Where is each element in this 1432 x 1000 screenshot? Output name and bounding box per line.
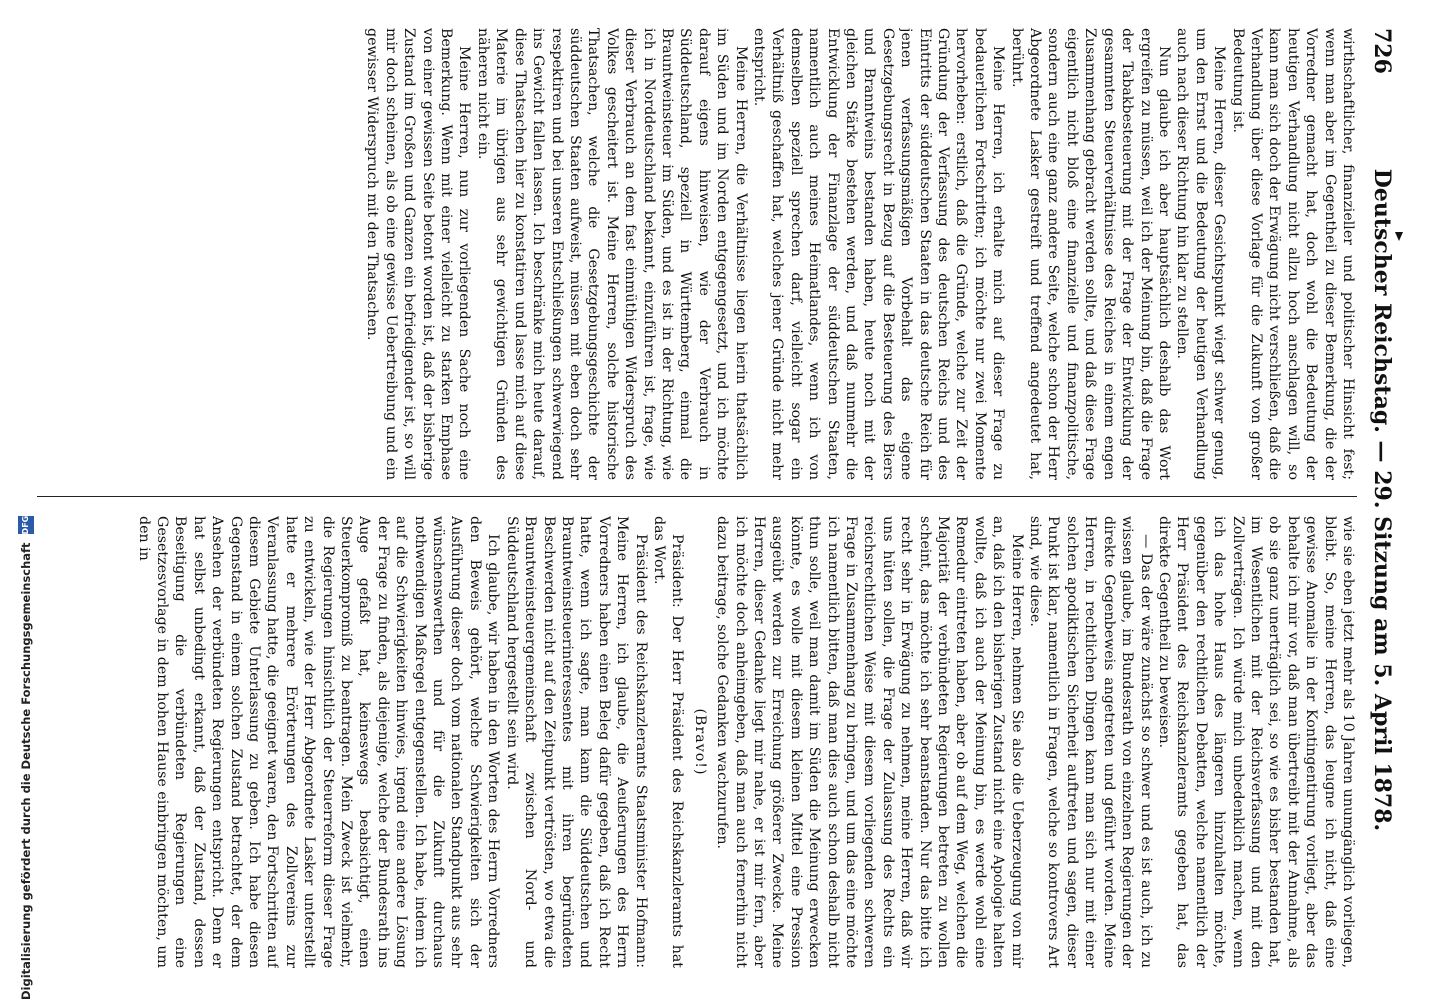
paragraph: Ich glaube, wir haben in den Worten des Herrn Vorredners den Beweis gehört, welche Schwierigkeiten sich der Ausführung dieser doch vom nationalen Standpunkt aus sehr wünschenswerthen und für die Zukunft durchaus nothwendigen Maßregel entgegenstellen. Ich habe, indem ich auf die Schwierigkeiten hinwies, irgend eine andere Lösung der Frage zu finden, als diejenige, welche der Bundesrath ins Auge gefaßt hat, keineswegs beabsichtigt, einen Steuerkompromiß zu beantragen. Mein Zweck ist vielmehr, die Regierungen hinsichtlich der Steuerreform dieser Frage zu entwickeln, wie der Herr Abgeordnete Lasker unterstellt hatte er mehrere Erörterungen des Zollvereins zur Veranlassung hatte, die geeignet waren, den Fortschritten auf diesem Gebiete Unterlassung zu geben. Ich habe diesen Gegenstand in einem solchen Zustand betrachtet, der dem Ansehen der verbündeten Regierungen entspricht. Denn er hat selbst unbedingt erkannt, daß der Zustand, dessen Beseitigung die verbündeten Regierungen eine Gesetzesvorlage in dem hohen Hause einbringen möchten, um den in: [135, 516, 502, 968]
applause-note: (Bravo!): [691, 708, 708, 776]
paragraph: Meine Herren, nehmen Sie also die Ueberzeugung von mir an, daß ich den bisherigen Zustand nicht eine Apologie halten wollte, daß ich auch der Meinung bin, es werde wohl eine Remedur eintreten haben, aber ob auf dem Weg, welchen die Majorität der verbündeten Regierungen betreten zu wollen scheint, das möchte ich sehr beanstanden. Nur das bitte ich recht sehr in Erwägung zu nehmen, meine Herren, daß wir uns hüten sollen, die Frage der Zulassung des Rechts ein reichsrechtlichen Weise mit diesem vorliegenden schweren Frage in Zusammenhang zu bringen, und um das eine möchte ich namentlich bitten, daß man dies auch schon deshalb nicht thun solle, weil man damit im Süden die Meinung erwecken könnte, es wolle mit diesem kleinen Mittel eine Pression ausgeübt werden zur Erreichung größerer Zwecke. Meine Herren, dieser Gedanke liegt mir nahe, er ist mir fern, aber ich möchte doch anheimgeben, daß man auch fernerhin nicht dazu beitrage, solche Gedanken wachzurufen.: [714, 516, 1025, 968]
digitization-credit: [14, 0, 38, 1000]
speaker-paragraph: Präsident: Der Herr Präsident des Reichskanzleramts hat das Wort.: [650, 516, 686, 968]
paragraph: Nun glaube ich aber hauptsächlich deshalb das Wort ergreifen zu müssen, weil ich der Meinung bin, daß die Frage der Tabakbesteuerung mit der Frage der Entwicklung der gesammten Steuerverhältnisse des Reiches in einem engen Zusammenhang gebracht werden sollte, und daß diese Frage eigentlich nicht bloß eine finanzielle und finanzpolitische, sondern auch eine ganz andere Seite, welche schon der Herr Abgeordnete Lasker gestreift und treffend angedeutet hat, berührt.: [1008, 28, 1172, 480]
column-divider: [37, 496, 1357, 497]
text-column-right: [32, 516, 1357, 968]
paragraph: wirthschaftlicher, finanzieller und politischer Hinsicht fest; wenn man aber im Gegentheil zu dieser Bemerkung, die der Vorredner gemacht hat, doch wohl die Bedeutung der heutigen Verhandlung nicht allzu hoch anschlagen will, so kann man sich doch der Erwägung nicht verschließen, daß die Verhandlung über diese Vorlage für die Zukunft von großer Bedeutung ist.: [1229, 28, 1356, 480]
page-number: 726: [1369, 28, 1395, 74]
page-header: [1365, 28, 1395, 972]
text-column-left: [32, 28, 1357, 480]
paragraph: Meine Herren, die Verhältnisse liegen hierin thatsächlich im Süden und im Norden entgegengesetzt, und ich möchte darauf eigens hinweisen, wie der Verbrauch in Süddeutschland, speziell in Württemberg, einmal die Brauntweinsteuer im Süden, und es ist in der Richtung, wie ich in Norddeutschland bekannt, einzuführen ist, frage, wie dieser Verbrauch an dem fast einmüthigen Widerspruch des Volkes gescheitert ist. Meine Herren, solche historische Thatsachen, welche die Gesetzgebungsgeschichte der süddeutschen Staaten aufweist, müssen mit eben doch sehr respektiren und bei unseren Entschließungen schwerwiegend ins Gewicht fallen lassen. Ich beschränke mich heute darauf, diese Thatsachen hier zu konstatiren und lasse mich auf diese Materie im übrigen aus sehr gewichtigen Gründen des näheren nicht ein.: [474, 28, 749, 480]
document-page: [25, 0, 1405, 1000]
paragraph: Meine Herren, nun zur vorliegenden Sache noch eine Bemerkung. Wenn mit einer vielleicht zu starken Emphase von einer gewissen Seite betont worden ist, daß der bisherige Zustand im Großen und Ganzen ein befriedigender ist, so will mir doch scheinen, als ob eine gewisse Uebertreibung und ein gewisser Widerspruch mit den Thatsachen.: [364, 28, 473, 480]
paragraph: — Das der wäre zunächst so schwer und es ist auch, ich zu wissen glaube, im Bundesrath von einzelnen Regierungen der direkte Gegenbeweis angetreten und geführt worden. Meine Herren, in rechtlichen Dingen kann man sich nur mit einer solchen apodiktischen Sicherheit auftreten und sagen, dieser Punkt ist klar, namentlich in Fragen, welche so kontrovers Art sind, wie diese.: [1027, 516, 1154, 968]
paragraph: Meine Herren, dieser Gesichtspunkt wiegt schwer genug, um den Ernst und die Bedeutung der heutigen Verhandlung auch nach dieser Richtung hin klar zu stellen.: [1174, 28, 1228, 480]
paragraph: Meine Herren, ich erhalte mich auf dieser Frage zu bedauerlichen Fortschritten; ich möchte nur zwei Momente hervorheben: erstlich, daß die Gründe, welche zur Zeit der Gründung der Verfassung des deutschen Reichs und des Eintritts der süddeutschen Staaten in das deutsche Reich für jenen verfassungsmäßigen Vorbehalt das eigene Gesetzgebungsrecht in Bezug auf die Besteuerung des Biers und Branntweins bestanden haben, heute noch mit der gleichen Stärke bestehen werden, und daß nunmehr die Entwicklung der Finanzlage der süddeutschen Staaten, namentlich auch meines Heimatlandes, wenn ich von demselben speziell sprechen darf, vielleicht sogar ein Verhältniß geschaffen hat, welches jener Gründe nicht mehr entspricht.: [751, 28, 1007, 480]
dfg-logo-icon: DFG: [18, 516, 34, 534]
speaker-paragraph: Präsident des Reichskanzleramts Staatsminister Hofmann: Meine Herren, ich glaube, die Aeußerungen des Herrn Vorredners haben einen Beleg dafür gegeben, daß ich Recht hatte, wenn ich sagte, man kann die Süddeutschen und Brauntweinsteuerinteressentes mit ihren begründeten Beschwerden nicht auf den Zeitpunkt vertrösten, wo etwa die Brauntweinsteuergemeinschaft zwischen Nord- und Süddeutschland hergestellt sein wird.: [503, 516, 649, 968]
credit-text: Digitalisierung gefördert durch die Deutsche Forschungsgemeinschaft: [19, 542, 33, 1000]
page-title: Deutscher Reichstag. — 29. Sitzung am 5. April 1878.: [1369, 168, 1395, 832]
paragraph: wie sie eben jetzt mehr als 10 Jahren unumgänglich vorliegen, bleibt. So, meine Herren, das leugne ich nicht, daß eine gewisse Anomalie in der Kontingentirung vorliegt, aber das behalte ich mir vor, daß man übertreibt mit der Annahme, als ob sie ganz unerträglich sei, so wie es bisher bestanden hat, im Wesentlichen mit der Reichsverfassung und mit den Zollverträgen. Ich würde mich unbedenklich machen, wenn ich das hohe Haus des längeren hinzuhalten möchte, gegenüber den rechtlichen Debatten, welche namentlich der Herr Präsident des Reichskanzleramts gegeben hat, das direkte Gegentheil zu beweisen.: [1155, 516, 1356, 968]
